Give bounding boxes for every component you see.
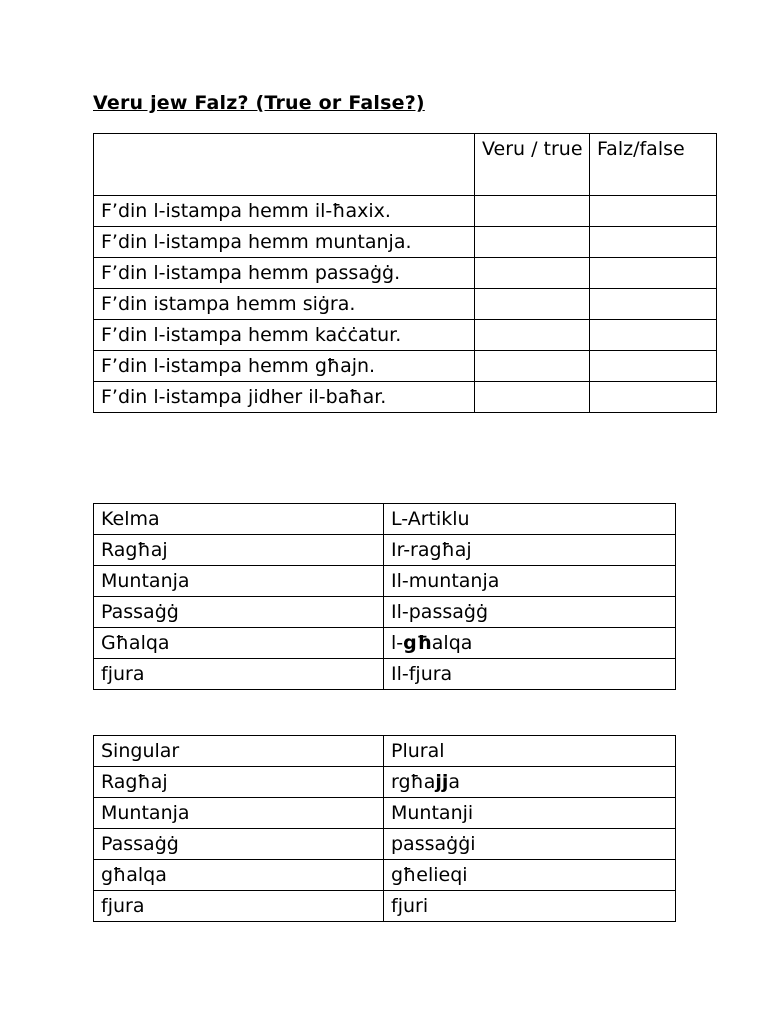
plural-cell: għelieqi — [384, 860, 676, 891]
statement-cell: F’din l-istampa hemm kaċċatur. — [94, 320, 475, 351]
false-answer-cell[interactable] — [590, 289, 717, 320]
statement-header-cell — [94, 134, 475, 196]
plural-cell: passaġġi — [384, 829, 676, 860]
article-cell — [384, 628, 676, 659]
false-answer-cell[interactable] — [590, 320, 717, 351]
statement-cell: F’din l-istampa hemm il-ħaxix. — [94, 196, 475, 227]
word-cell: Ragħaj — [94, 535, 384, 566]
word-cell: Għalqa — [94, 628, 384, 659]
singular-header-cell: Singular — [94, 736, 384, 767]
article-header-cell: L-Artiklu — [384, 504, 676, 535]
table-row — [94, 351, 717, 382]
false-answer-cell[interactable] — [590, 351, 717, 382]
false-header-cell: Falz/false — [590, 134, 717, 196]
table-row — [94, 597, 676, 628]
statement-cell: F’din l-istampa jidher il-baħar. — [94, 382, 475, 413]
true-false-table — [93, 133, 717, 413]
table-row — [94, 258, 717, 289]
table-row — [94, 227, 717, 258]
true-answer-cell[interactable] — [475, 320, 590, 351]
table-row — [94, 891, 676, 922]
plural-header-cell: Plural — [384, 736, 676, 767]
table-row — [94, 628, 676, 659]
true-answer-cell[interactable] — [475, 196, 590, 227]
table-row — [94, 798, 676, 829]
statement-cell: F’din l-istampa hemm passaġġ. — [94, 258, 475, 289]
false-answer-cell[interactable] — [590, 258, 717, 289]
article-table — [93, 503, 676, 690]
table-header-row — [94, 504, 676, 535]
worksheet-title: Veru jew Falz? (True or False?) — [93, 92, 425, 114]
singular-cell: għalqa — [94, 860, 384, 891]
article-cell: Ir-ragħaj — [384, 535, 676, 566]
article-cell: Il-muntanja — [384, 566, 676, 597]
plural-prefix: rgħa — [391, 771, 436, 793]
statement-cell: F’din l-istampa hemm għajn. — [94, 351, 475, 382]
word-cell: Passaġġ — [94, 597, 384, 628]
highlighted-letters: jj — [435, 771, 449, 793]
table-row — [94, 860, 676, 891]
plural-cell — [384, 767, 676, 798]
article-cell: Il-passaġġ — [384, 597, 676, 628]
plural-table — [93, 735, 676, 922]
word-cell: Muntanja — [94, 566, 384, 597]
statement-cell: F’din l-istampa hemm muntanja. — [94, 227, 475, 258]
highlighted-letters: għ — [403, 632, 432, 654]
table-header-row — [94, 736, 676, 767]
table-row — [94, 320, 717, 351]
table-row — [94, 659, 676, 690]
singular-cell: Ragħaj — [94, 767, 384, 798]
table-row — [94, 566, 676, 597]
plural-cell: fjuri — [384, 891, 676, 922]
word-header-cell: Kelma — [94, 504, 384, 535]
true-answer-cell[interactable] — [475, 351, 590, 382]
true-answer-cell[interactable] — [475, 382, 590, 413]
table-row — [94, 829, 676, 860]
true-header-cell: Veru / true — [475, 134, 590, 196]
article-prefix: l- — [391, 632, 404, 654]
plural-suffix: a — [448, 771, 461, 793]
table-header-row — [94, 134, 717, 196]
word-cell: fjura — [94, 659, 384, 690]
table-row — [94, 382, 717, 413]
singular-cell: Muntanja — [94, 798, 384, 829]
article-suffix: alqa — [431, 632, 473, 654]
table-row — [94, 289, 717, 320]
singular-cell: fjura — [94, 891, 384, 922]
true-answer-cell[interactable] — [475, 258, 590, 289]
table-row — [94, 535, 676, 566]
false-answer-cell[interactable] — [590, 382, 717, 413]
singular-cell: Passaġġ — [94, 829, 384, 860]
table-row — [94, 196, 717, 227]
table-row — [94, 767, 676, 798]
true-answer-cell[interactable] — [475, 227, 590, 258]
true-answer-cell[interactable] — [475, 289, 590, 320]
article-cell: Il-fjura — [384, 659, 676, 690]
plural-cell: Muntanji — [384, 798, 676, 829]
false-answer-cell[interactable] — [590, 227, 717, 258]
statement-cell: F’din istampa hemm siġra. — [94, 289, 475, 320]
false-answer-cell[interactable] — [590, 196, 717, 227]
